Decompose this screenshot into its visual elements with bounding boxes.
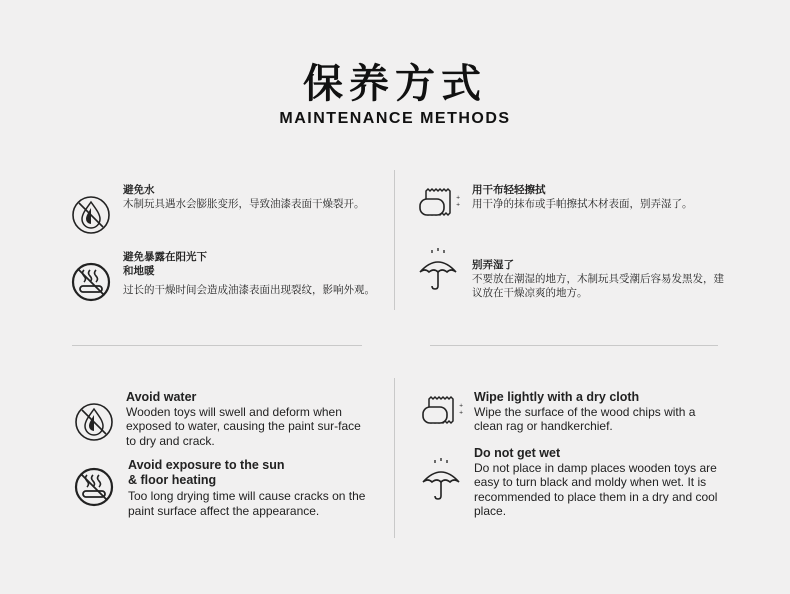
cn-keep-dry-body: 不要放在潮湿的地方，木制玩具受潮后容易发黑发，建议放在干燥凉爽的地方。 xyxy=(472,273,724,299)
umbrella-rain-icon xyxy=(419,458,463,502)
cn-avoid-water-body: 木制玩具遇水会膨胀变形，导致油漆表面干燥裂开。 xyxy=(123,198,365,210)
cn-keep-dry-heading: 别弄湿了 xyxy=(472,259,514,271)
en-wipe-block xyxy=(474,390,714,434)
cn-wipe-heading: 用干布轻轻擦拭 xyxy=(472,184,546,196)
vertical-divider-top xyxy=(394,170,395,310)
no-water-drop-icon xyxy=(69,193,113,237)
page-title-en: MAINTENANCE METHODS xyxy=(279,110,511,127)
horizontal-divider-right xyxy=(430,345,718,346)
vertical-divider-bottom xyxy=(394,378,395,538)
cn-avoid-sun-block xyxy=(123,250,378,297)
page-title-cn: 保养方式 xyxy=(303,61,487,107)
en-keep-dry-heading: Do not get wet xyxy=(474,446,561,460)
en-avoid-sun-heading-1: Avoid exposure to the sun xyxy=(128,458,285,472)
cn-avoid-sun-body: 过长的干燥时间会造成油漆表面出现裂纹，影响外观。 xyxy=(123,284,375,296)
no-heat-icon xyxy=(69,260,113,304)
en-wipe-heading: Wipe lightly with a dry cloth xyxy=(474,390,640,404)
cn-keep-dry-block xyxy=(472,258,727,300)
en-avoid-sun-heading-2: & floor heating xyxy=(128,472,217,487)
no-water-drop-icon xyxy=(72,400,116,444)
cn-wipe-block xyxy=(472,183,722,211)
cloth-and-soap-icon xyxy=(416,185,460,229)
en-avoid-sun-block xyxy=(128,458,383,518)
en-avoid-water-block xyxy=(126,390,366,448)
en-avoid-water-heading: Avoid water xyxy=(126,390,197,404)
en-avoid-water-body: Wooden toys will swell and deform when exposed to water, causing the paint sur-face to dry and crack. xyxy=(126,404,361,448)
en-keep-dry-body: Do not place in damp places wooden toys are easy to turn black and moldy when wet. It is recommended to place them in a dry and cool place. xyxy=(474,460,718,518)
horizontal-divider-left xyxy=(72,345,362,346)
cn-wipe-body: 用干净的抹布或手帕擦拭木材表面，别弄湿了。 xyxy=(472,198,693,210)
en-avoid-sun-body: Too long drying time will cause cracks on the paint surface affect the appearance. xyxy=(128,489,366,518)
cloth-and-soap-icon xyxy=(419,393,463,437)
en-wipe-body: Wipe the surface of the wood chips with a clean rag or handkerchief. xyxy=(474,404,696,433)
cn-avoid-water-heading: 避免水 xyxy=(123,184,155,196)
en-keep-dry-block xyxy=(474,446,729,519)
no-heat-icon xyxy=(72,465,116,509)
cn-avoid-water-block xyxy=(123,183,373,211)
umbrella-rain-icon xyxy=(416,248,460,292)
cn-avoid-sun-heading-2: 和地暖 xyxy=(123,265,155,277)
cn-avoid-sun-heading-1: 避免暴露在阳光下 xyxy=(123,251,207,263)
